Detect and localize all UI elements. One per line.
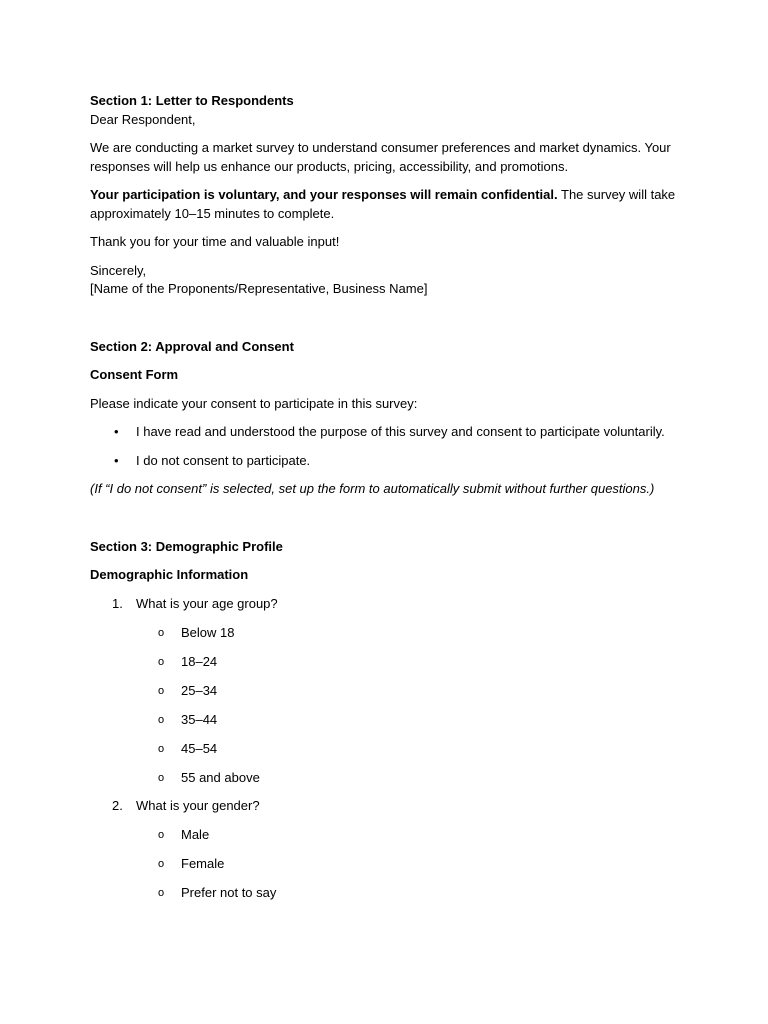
intro-paragraph: We are conducting a market survey to understand consumer preferences and market dynamics. Your responses will help us enhance our products, pricing, accessibility, and promotions. xyxy=(90,140,671,174)
consent-option-agree[interactable] xyxy=(90,423,690,442)
option-label: 25–34 xyxy=(181,682,218,698)
gender-options xyxy=(136,826,690,903)
signature: [Name of the Proponents/Representative, Business Name] xyxy=(90,281,428,296)
question-age xyxy=(90,595,690,788)
option-label: 45–54 xyxy=(181,740,218,756)
document-page xyxy=(90,92,690,903)
option-label: Below 18 xyxy=(181,624,235,640)
circle-bullet-icon: o xyxy=(158,887,165,899)
consent-note: (If “I do not consent” is selected, set up the form to automatically submit without further questions.) xyxy=(90,481,655,496)
bullet-icon: • xyxy=(114,424,119,439)
age-options xyxy=(136,624,690,788)
consent-instruction: Please indicate your consent to participate in this survey: xyxy=(90,395,418,411)
question-number: 2. xyxy=(112,798,123,813)
age-option[interactable] xyxy=(90,653,690,672)
question-text: What is your age group? xyxy=(136,595,278,611)
consent-options xyxy=(90,423,690,470)
thank-you-paragraph: Thank you for your time and valuable input! xyxy=(90,234,340,249)
circle-bullet-icon: o xyxy=(158,771,165,784)
option-label: 55 and above xyxy=(181,769,260,785)
option-label: 18–24 xyxy=(181,653,218,669)
participation-paragraph xyxy=(90,186,690,223)
consent-option-label: I do not consent to participate. xyxy=(136,452,311,468)
option-label: 35–44 xyxy=(181,711,218,727)
age-option[interactable] xyxy=(90,624,690,643)
bullet-icon: • xyxy=(114,452,119,468)
circle-bullet-icon: o xyxy=(158,655,165,668)
section-3-heading: Section 3: Demographic Profile xyxy=(90,538,283,554)
option-label: Female xyxy=(181,856,225,871)
age-option[interactable] xyxy=(90,740,690,759)
gender-option[interactable] xyxy=(90,884,690,903)
consent-option-label: I have read and understood the purpose of this survey and consent to participate voluntarily. xyxy=(136,424,665,439)
section-1-heading: Section 1: Letter to Respondents xyxy=(90,93,294,108)
circle-bullet-icon: o xyxy=(158,858,165,870)
circle-bullet-icon: o xyxy=(158,626,165,639)
participation-rest-text: The survey will take approximately 10–15 minutes to complete. xyxy=(90,187,676,221)
question-gender xyxy=(90,797,690,903)
consent-form-heading: Consent Form xyxy=(90,367,179,382)
age-option[interactable] xyxy=(90,682,690,701)
question-list xyxy=(90,595,690,903)
question-number: 1. xyxy=(112,595,123,611)
greeting: Dear Respondent, xyxy=(90,111,196,127)
question-text: What is your gender? xyxy=(136,798,260,813)
closing: Sincerely, xyxy=(90,262,147,278)
circle-bullet-icon: o xyxy=(158,829,165,841)
option-label: Prefer not to say xyxy=(181,885,277,900)
gender-option[interactable] xyxy=(90,855,690,874)
consent-option-decline[interactable] xyxy=(90,452,690,471)
circle-bullet-icon: o xyxy=(158,742,165,755)
gender-option[interactable] xyxy=(90,826,690,845)
demographic-heading: Demographic Information xyxy=(90,567,249,582)
section-2-heading: Section 2: Approval and Consent xyxy=(90,338,294,354)
age-option[interactable] xyxy=(90,769,690,788)
option-label: Male xyxy=(181,827,210,842)
circle-bullet-icon: o xyxy=(158,684,165,697)
participation-bold-text: Your participation is voluntary, and your responses will remain confidential. xyxy=(90,187,558,202)
circle-bullet-icon: o xyxy=(158,713,165,726)
age-option[interactable] xyxy=(90,711,690,730)
